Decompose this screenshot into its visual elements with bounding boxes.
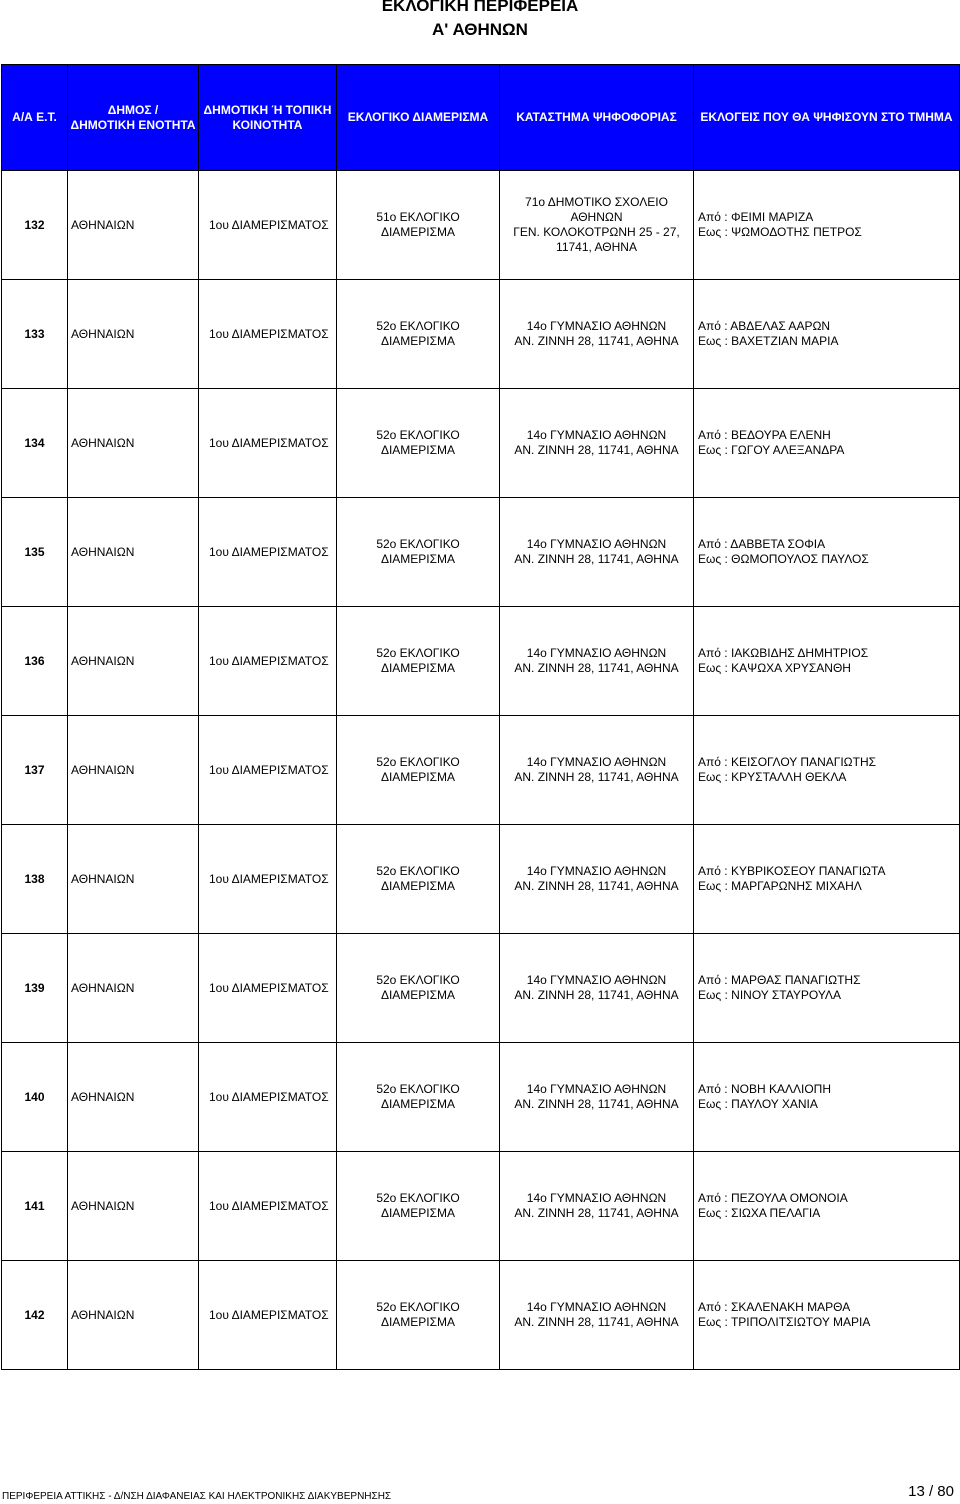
voters-range-cell — [694, 934, 960, 1043]
district-cell — [337, 825, 500, 934]
district-line: 52ο ΕΚΛΟΓΙΚΟ — [376, 319, 460, 333]
community-cell: 1ου ΔΙΑΜΕΡΙΣΜΑΤΟΣ — [199, 498, 337, 607]
district-cell — [337, 716, 500, 825]
community-cell: 1ου ΔΙΑΜΕΡΙΣΜΑΤΟΣ — [199, 607, 337, 716]
district-cell — [337, 389, 500, 498]
voters-from: Από : ΒΕΔΟΥΡΑ ΕΛΕΝΗ — [698, 428, 831, 442]
voters-range-cell — [694, 498, 960, 607]
row-number: 135 — [2, 498, 68, 607]
municipality-cell: ΑΘΗΝΑΙΩΝ — [68, 1152, 199, 1261]
voters-from: Από : ΚΥΒΡΙΚΟΣΕΟΥ ΠΑΝΑΓΙΩΤΑ — [698, 864, 886, 878]
station-line: 14ο ΓΥΜΝΑΣΙΟ ΑΘΗΝΩΝ — [526, 537, 667, 551]
municipality-cell: ΑΘΗΝΑΙΩΝ — [68, 607, 199, 716]
column-header-district: ΕΚΛΟΓΙΚΟ ΔΙΑΜΕΡΙΣΜΑ — [337, 65, 500, 171]
page-subtitle: Α' ΑΘΗΝΩΝ — [432, 20, 528, 39]
voters-from: Από : ΑΒΔΕΛΑΣ ΑΑΡΩΝ — [698, 319, 831, 333]
district-line: ΔΙΑΜΕΡΙΣΜΑ — [380, 879, 456, 893]
municipality-cell: ΑΘΗΝΑΙΩΝ — [68, 171, 199, 280]
voters-from: Από : ΙΑΚΩΒΙΔΗΣ ΔΗΜΗΤΡΙΟΣ — [698, 646, 869, 660]
voters-to: Εως : ΒΑΧΕΤΖΙΑΝ ΜΑΡΙΑ — [698, 334, 839, 348]
polling-station-cell — [500, 1261, 694, 1370]
voters-to: Εως : ΣΙΩΧΑ ΠΕΛΑΓΙΑ — [698, 1206, 821, 1220]
table-row — [2, 607, 960, 716]
community-cell: 1ου ΔΙΑΜΕΡΙΣΜΑΤΟΣ — [199, 825, 337, 934]
table-row — [2, 716, 960, 825]
polling-station-cell — [500, 171, 694, 280]
column-header-voters: ΕΚΛΟΓΕΙΣ ΠΟΥ ΘΑ ΨΗΦΙΣΟΥΝ ΣΤΟ ΤΜΗΜΑ — [694, 65, 960, 171]
community-cell: 1ου ΔΙΑΜΕΡΙΣΜΑΤΟΣ — [199, 1261, 337, 1370]
table-row — [2, 1043, 960, 1152]
district-line: ΔΙΑΜΕΡΙΣΜΑ — [380, 661, 456, 675]
station-line: 14ο ΓΥΜΝΑΣΙΟ ΑΘΗΝΩΝ — [526, 1191, 667, 1205]
table-header-row — [2, 65, 960, 171]
polling-station-cell — [500, 825, 694, 934]
table-row — [2, 280, 960, 389]
voters-range-cell — [694, 171, 960, 280]
municipality-cell: ΑΘΗΝΑΙΩΝ — [68, 1043, 199, 1152]
municipality-cell: ΑΘΗΝΑΙΩΝ — [68, 389, 199, 498]
community-cell: 1ου ΔΙΑΜΕΡΙΣΜΑΤΟΣ — [199, 1152, 337, 1261]
row-number: 142 — [2, 1261, 68, 1370]
table-row — [2, 171, 960, 280]
station-line: ΑΝ. ΖΙΝΝΗ 28, 11741, ΑΘΗΝΑ — [514, 879, 679, 893]
table-row — [2, 389, 960, 498]
voters-from: Από : ΦΕΙΜΙ ΜΑΡΙΖΑ — [698, 210, 814, 224]
polling-station-cell — [500, 1043, 694, 1152]
municipality-cell: ΑΘΗΝΑΙΩΝ — [68, 825, 199, 934]
column-header-aa: Α/Α Ε.Τ. — [2, 65, 68, 171]
district-line: ΔΙΑΜΕΡΙΣΜΑ — [380, 443, 456, 457]
district-line: 52ο ΕΚΛΟΓΙΚΟ — [376, 1082, 460, 1096]
municipality-cell: ΑΘΗΝΑΙΩΝ — [68, 934, 199, 1043]
district-cell — [337, 1043, 500, 1152]
voters-range-cell — [694, 607, 960, 716]
district-line: ΔΙΑΜΕΡΙΣΜΑ — [380, 334, 456, 348]
page-number: 13 / 80 — [908, 1483, 954, 1500]
district-line: 52ο ΕΚΛΟΓΙΚΟ — [376, 755, 460, 769]
station-line: ΑΝ. ΖΙΝΝΗ 28, 11741, ΑΘΗΝΑ — [514, 443, 679, 457]
voters-from: Από : ΔΑΒΒΕΤΑ ΣΟΦΙΑ — [698, 537, 826, 551]
voters-from: Από : ΠΕΖΟΥΛΑ ΟΜΟΝΟΙΑ — [698, 1191, 848, 1205]
station-line: 11741, ΑΘΗΝΑ — [556, 240, 637, 254]
voters-range-cell — [694, 1152, 960, 1261]
district-cell — [337, 1152, 500, 1261]
station-line: ΑΝ. ΖΙΝΝΗ 28, 11741, ΑΘΗΝΑ — [514, 1315, 679, 1329]
voters-from: Από : ΚΕΙΣΟΓΛΟΥ ΠΑΝΑΓΙΩΤΗΣ — [698, 755, 877, 769]
station-line: 14ο ΓΥΜΝΑΣΙΟ ΑΘΗΝΩΝ — [526, 755, 667, 769]
voters-to: Εως : ΝΙΝΟΥ ΣΤΑΥΡΟΥΛΑ — [698, 988, 841, 1002]
station-line: ΓΕΝ. ΚΟΛΟΚΟΤΡΩΝΗ 25 - 27, — [513, 225, 680, 239]
polling-station-cell — [500, 716, 694, 825]
community-cell: 1ου ΔΙΑΜΕΡΙΣΜΑΤΟΣ — [199, 934, 337, 1043]
table-row — [2, 1261, 960, 1370]
station-line: ΑΝ. ΖΙΝΝΗ 28, 11741, ΑΘΗΝΑ — [514, 1097, 679, 1111]
polling-station-cell — [500, 1152, 694, 1261]
district-line: ΔΙΑΜΕΡΙΣΜΑ — [380, 988, 456, 1002]
row-number: 140 — [2, 1043, 68, 1152]
table-row — [2, 1152, 960, 1261]
polling-station-cell — [500, 607, 694, 716]
row-number: 141 — [2, 1152, 68, 1261]
column-header-polling-station: ΚΑΤΑΣΤΗΜΑ ΨΗΦΟΦΟΡΙΑΣ — [500, 65, 694, 171]
voters-to: Εως : ΨΩΜΟΔΟΤΗΣ ΠΕΤΡΟΣ — [698, 225, 862, 239]
table-row — [2, 825, 960, 934]
voters-range-cell — [694, 825, 960, 934]
polling-station-cell — [500, 389, 694, 498]
community-cell: 1ου ΔΙΑΜΕΡΙΣΜΑΤΟΣ — [199, 1043, 337, 1152]
district-line: 52ο ΕΚΛΟΓΙΚΟ — [376, 1191, 460, 1205]
voters-to: Εως : ΜΑΡΓΑΡΩΝΗΣ ΜΙΧΑΗΛ — [698, 879, 862, 893]
community-cell: 1ου ΔΙΑΜΕΡΙΣΜΑΤΟΣ — [199, 280, 337, 389]
district-cell — [337, 171, 500, 280]
district-cell — [337, 1261, 500, 1370]
row-number: 139 — [2, 934, 68, 1043]
table-row — [2, 498, 960, 607]
district-line: 52ο ΕΚΛΟΓΙΚΟ — [376, 1300, 460, 1314]
municipality-cell: ΑΘΗΝΑΙΩΝ — [68, 280, 199, 389]
voters-range-cell — [694, 716, 960, 825]
station-line: 14ο ΓΥΜΝΑΣΙΟ ΑΘΗΝΩΝ — [526, 973, 667, 987]
voters-to: Εως : ΤΡΙΠΟΛΙΤΣΙΩΤΟΥ ΜΑΡΙΑ — [698, 1315, 871, 1329]
station-line: 14ο ΓΥΜΝΑΣΙΟ ΑΘΗΝΩΝ — [526, 319, 667, 333]
row-number: 134 — [2, 389, 68, 498]
voters-range-cell — [694, 389, 960, 498]
municipality-cell: ΑΘΗΝΑΙΩΝ — [68, 716, 199, 825]
polling-station-cell — [500, 498, 694, 607]
station-line: 14ο ΓΥΜΝΑΣΙΟ ΑΘΗΝΩΝ — [526, 428, 667, 442]
station-line: ΑΘΗΝΩΝ — [570, 210, 623, 224]
column-header-municipality: ΔΗΜΟΣ / ΔΗΜΟΤΙΚΗ ΕΝΟΤΗΤΑ — [68, 65, 199, 171]
table-row — [2, 934, 960, 1043]
district-line: ΔΙΑΜΕΡΙΣΜΑ — [380, 1097, 456, 1111]
station-line: 14ο ΓΥΜΝΑΣΙΟ ΑΘΗΝΩΝ — [526, 1082, 667, 1096]
district-line: 52ο ΕΚΛΟΓΙΚΟ — [376, 646, 460, 660]
table-body — [2, 171, 960, 1370]
district-line: ΔΙΑΜΕΡΙΣΜΑ — [380, 770, 456, 784]
district-line: ΔΙΑΜΕΡΙΣΜΑ — [380, 225, 456, 239]
polling-station-cell — [500, 934, 694, 1043]
district-line: ΔΙΑΜΕΡΙΣΜΑ — [380, 1315, 456, 1329]
polling-stations-table — [1, 64, 960, 1370]
voters-to: Εως : ΚΡΥΣΤΑΛΛΗ ΘΕΚΛΑ — [698, 770, 847, 784]
district-cell — [337, 498, 500, 607]
voters-to: Εως : ΠΑΥΛΟΥ ΧΑΝΙΑ — [698, 1097, 818, 1111]
district-line: ΔΙΑΜΕΡΙΣΜΑ — [380, 1206, 456, 1220]
station-line: ΑΝ. ΖΙΝΝΗ 28, 11741, ΑΘΗΝΑ — [514, 1206, 679, 1220]
voters-range-cell — [694, 1043, 960, 1152]
district-line: 52ο ΕΚΛΟΓΙΚΟ — [376, 537, 460, 551]
column-header-community: ΔΗΜΟΤΙΚΗ Ή ΤΟΠΙΚΗ ΚΟΙΝΟΤΗΤΑ — [199, 65, 337, 171]
row-number: 137 — [2, 716, 68, 825]
voters-from: Από : ΜΑΡΘΑΣ ΠΑΝΑΓΙΩΤΗΣ — [698, 973, 861, 987]
municipality-cell: ΑΘΗΝΑΙΩΝ — [68, 1261, 199, 1370]
voters-from: Από : ΝΟΒΗ ΚΑΛΛΙΟΠΗ — [698, 1082, 832, 1096]
polling-station-cell — [500, 280, 694, 389]
community-cell: 1ου ΔΙΑΜΕΡΙΣΜΑΤΟΣ — [199, 171, 337, 280]
community-cell: 1ου ΔΙΑΜΕΡΙΣΜΑΤΟΣ — [199, 716, 337, 825]
footer-organization: ΠΕΡΙΦΕΡΕΙΑ ΑΤΤΙΚΗΣ - Δ/ΝΣΗ ΔΙΑΦΑΝΕΙΑΣ ΚΑΙ ΗΛΕΚΤΡΟΝΙΚΗΣ ΔΙΑΚΥΒΕΡΝΗΣΗΣ — [2, 1491, 392, 1502]
voters-to: Εως : ΚΑΨΩΧΑ ΧΡΥΣΑΝΘΗ — [698, 661, 851, 675]
station-line: 14ο ΓΥΜΝΑΣΙΟ ΑΘΗΝΩΝ — [526, 864, 667, 878]
district-line: 52ο ΕΚΛΟΓΙΚΟ — [376, 973, 460, 987]
row-number: 133 — [2, 280, 68, 389]
station-line: ΑΝ. ΖΙΝΝΗ 28, 11741, ΑΘΗΝΑ — [514, 552, 679, 566]
district-line: 52ο ΕΚΛΟΓΙΚΟ — [376, 864, 460, 878]
voters-range-cell — [694, 1261, 960, 1370]
station-line: ΑΝ. ΖΙΝΝΗ 28, 11741, ΑΘΗΝΑ — [514, 988, 679, 1002]
voters-to: Εως : ΓΩΓΟΥ ΑΛΕΞΑΝΔΡΑ — [698, 443, 845, 457]
station-line: ΑΝ. ΖΙΝΝΗ 28, 11741, ΑΘΗΝΑ — [514, 661, 679, 675]
district-line: 51ο ΕΚΛΟΓΙΚΟ — [376, 210, 460, 224]
station-line: 71ο ΔΗΜΟΤΙΚΟ ΣΧΟΛΕΙΟ — [525, 195, 668, 209]
voters-range-cell — [694, 280, 960, 389]
station-line: ΑΝ. ΖΙΝΝΗ 28, 11741, ΑΘΗΝΑ — [514, 770, 679, 784]
community-cell: 1ου ΔΙΑΜΕΡΙΣΜΑΤΟΣ — [199, 389, 337, 498]
station-line: ΑΝ. ΖΙΝΝΗ 28, 11741, ΑΘΗΝΑ — [514, 334, 679, 348]
voters-to: Εως : ΘΩΜΟΠΟΥΛΟΣ ΠΑΥΛΟΣ — [698, 552, 869, 566]
row-number: 138 — [2, 825, 68, 934]
row-number: 136 — [2, 607, 68, 716]
district-cell — [337, 934, 500, 1043]
district-cell — [337, 280, 500, 389]
row-number: 132 — [2, 171, 68, 280]
page-title: ΕΚΛΟΓΙΚΗ ΠΕΡΙΦΕΡΕΙΑ — [381, 0, 579, 15]
municipality-cell: ΑΘΗΝΑΙΩΝ — [68, 498, 199, 607]
district-cell — [337, 607, 500, 716]
voters-from: Από : ΣΚΑΛΕΝΑΚΗ ΜΑΡΘΑ — [698, 1300, 851, 1314]
station-line: 14ο ΓΥΜΝΑΣΙΟ ΑΘΗΝΩΝ — [526, 1300, 667, 1314]
district-line: ΔΙΑΜΕΡΙΣΜΑ — [380, 552, 456, 566]
station-line: 14ο ΓΥΜΝΑΣΙΟ ΑΘΗΝΩΝ — [526, 646, 667, 660]
district-line: 52ο ΕΚΛΟΓΙΚΟ — [376, 428, 460, 442]
